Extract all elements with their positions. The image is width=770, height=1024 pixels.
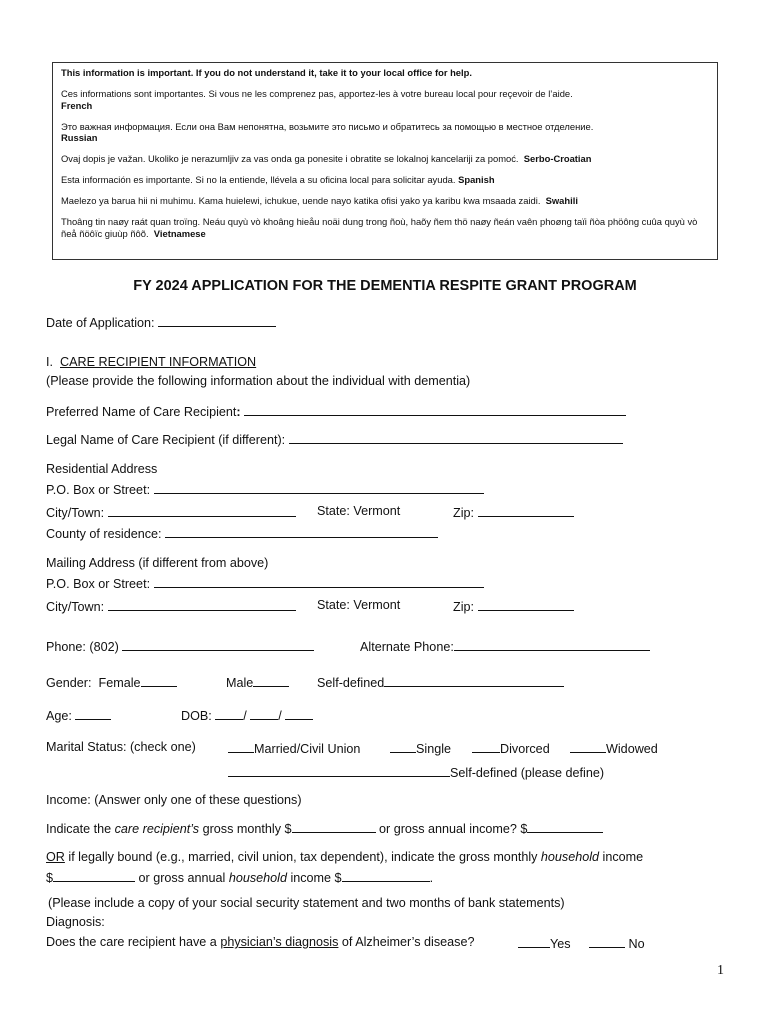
age-row: Age:: [46, 707, 111, 723]
residential-street-field[interactable]: [154, 481, 484, 494]
marital-widowed: Widowed: [570, 740, 658, 756]
diagnosis-yes-checkbox[interactable]: [518, 935, 550, 948]
legal-name-row: Legal Name of Care Recipient (if different):: [46, 431, 623, 447]
marital-single: Single: [390, 740, 451, 756]
single-checkbox[interactable]: [390, 740, 416, 753]
diagnosis-no: No: [589, 935, 645, 951]
attach-note: (Please include a copy of your social security statement and two months of bank statements): [48, 896, 565, 910]
mailing-street-field[interactable]: [154, 575, 484, 588]
marital-married: Married/Civil Union: [228, 740, 360, 756]
notice-spanish: Esta información es importante. Si no la entiende, llévela a su oficina local para solicitar ayuda. Spanish: [61, 174, 495, 185]
household-annual-field[interactable]: [342, 869, 430, 882]
notice-vietnamese: Thoâng tin naøy raát quan troïng. Neáu quyù vò khoâng hieåu noäi dung trong ñoù, haõy ñem thö naøy ñeán vaên phoøng taïi ñòa phöông cuûa quyù vò ñeå ñöôïc giuùp ñôõ. Vietnamese: [61, 216, 698, 239]
alt-phone-field[interactable]: [454, 638, 650, 651]
notice-serbo-croatian: Ovaj dopis je važan. Ukoliko je nerazumljiv za vas onda ga ponesite i obratite se lokalnoj kancelariji za pomoć. Serbo-Croatian: [61, 153, 592, 164]
gross-income-row: Indicate the care recipient’s gross monthly $ or gross annual income? $: [46, 820, 603, 836]
dob-month-field[interactable]: [215, 707, 243, 720]
date-field[interactable]: [158, 314, 276, 327]
notice-french: Ces informations sont importantes. Si vous ne les comprenez pas, apportez-les à votre bureau local pour reçevoir de l’aide. French: [61, 88, 573, 111]
form-title: FY 2024 APPLICATION FOR THE DEMENTIA RESPITE GRANT PROGRAM: [133, 278, 637, 294]
marital-self-defined-field[interactable]: [228, 764, 450, 777]
household-monthly-field[interactable]: [53, 869, 135, 882]
date-row: Date of Application:: [46, 314, 276, 330]
marital-divorced: Divorced: [472, 740, 550, 756]
mailing-city-field[interactable]: [108, 598, 296, 611]
widowed-checkbox[interactable]: [570, 740, 606, 753]
residential-city-field[interactable]: [108, 504, 296, 517]
mailing-zip-field[interactable]: [478, 598, 574, 611]
diagnosis-heading: Diagnosis:: [46, 915, 105, 929]
county-field[interactable]: [165, 525, 438, 538]
section-instruction: (Please provide the following information about the individual with dementia): [46, 374, 471, 388]
gender-self-defined: Self-defined: [317, 674, 564, 690]
phone-field[interactable]: [122, 638, 314, 651]
household-income-row-2: $ or gross annual household income $ .: [46, 871, 434, 885]
gross-annual-field[interactable]: [527, 820, 603, 833]
dob-row: DOB: / /: [181, 707, 313, 723]
residential-state: State: Vermont: [317, 504, 401, 518]
diagnosis-question: Does the care recipient have a physician’s diagnosis of Alzheimer’s disease?: [46, 935, 475, 949]
mailing-po-row: P.O. Box or Street:: [46, 575, 484, 591]
notice-russian: Это важная информация. Если она Вам непонятна, возьмите это письмо и обратитесь за помощью в местное отделение. Russian: [61, 120, 594, 143]
mailing-heading: Mailing Address (if different from above): [46, 556, 269, 570]
notice-english: This information is important. If you do not understand it, take it to your local office for help.: [61, 67, 472, 78]
residential-zip-field[interactable]: [478, 504, 574, 517]
dob-day-field[interactable]: [250, 707, 278, 720]
gender-male: Male: [226, 674, 289, 690]
phone-row: Phone: (802): [46, 638, 314, 654]
mailing-city-row: City/Town:: [46, 598, 296, 614]
diagnosis-yes: Yes: [518, 935, 571, 951]
gender-self-defined-field[interactable]: [384, 674, 564, 687]
income-heading: Income: (Answer only one of these questions): [46, 793, 302, 807]
married-checkbox[interactable]: [228, 740, 254, 753]
preferred-name-row: Preferred Name of Care Recipient:: [46, 403, 626, 419]
notice-swahili: Maelezo ya barua hii ni muhimu. Kama huielewi, ichukue, uende nayo katika ofisi yako ya karibu kwa msaada zaidi. Swahili: [61, 195, 578, 206]
county-row: County of residence:: [46, 525, 438, 541]
household-income-row: OR if legally bound (e.g., married, civil union, tax dependent), indicate the gross monthly household income: [46, 850, 644, 864]
language-notice-box: [52, 62, 718, 260]
mailing-state: State: Vermont: [317, 598, 401, 612]
page-number: 1: [717, 963, 724, 978]
alt-phone-row: Alternate Phone:: [360, 638, 650, 654]
age-field[interactable]: [75, 707, 111, 720]
mailing-zip-row: Zip:: [453, 598, 574, 614]
gross-monthly-field[interactable]: [292, 820, 376, 833]
divorced-checkbox[interactable]: [472, 740, 500, 753]
residential-heading: Residential Address: [46, 462, 158, 476]
gender-row: Gender: Female: [46, 674, 177, 690]
marital-self-defined: Self-defined (please define): [228, 764, 604, 780]
gender-female-field[interactable]: [141, 674, 177, 687]
gender-male-field[interactable]: [253, 674, 289, 687]
residential-zip-row: Zip:: [453, 504, 574, 520]
residential-city-row: City/Town:: [46, 504, 296, 520]
legal-name-field[interactable]: [289, 431, 623, 444]
preferred-name-field[interactable]: [244, 403, 626, 416]
dob-year-field[interactable]: [285, 707, 313, 720]
section-heading: I. CARE RECIPIENT INFORMATION: [46, 355, 257, 369]
marital-row: Marital Status: (check one): [46, 740, 196, 754]
residential-po-row: P.O. Box or Street:: [46, 481, 484, 497]
diagnosis-no-checkbox[interactable]: [589, 935, 625, 948]
